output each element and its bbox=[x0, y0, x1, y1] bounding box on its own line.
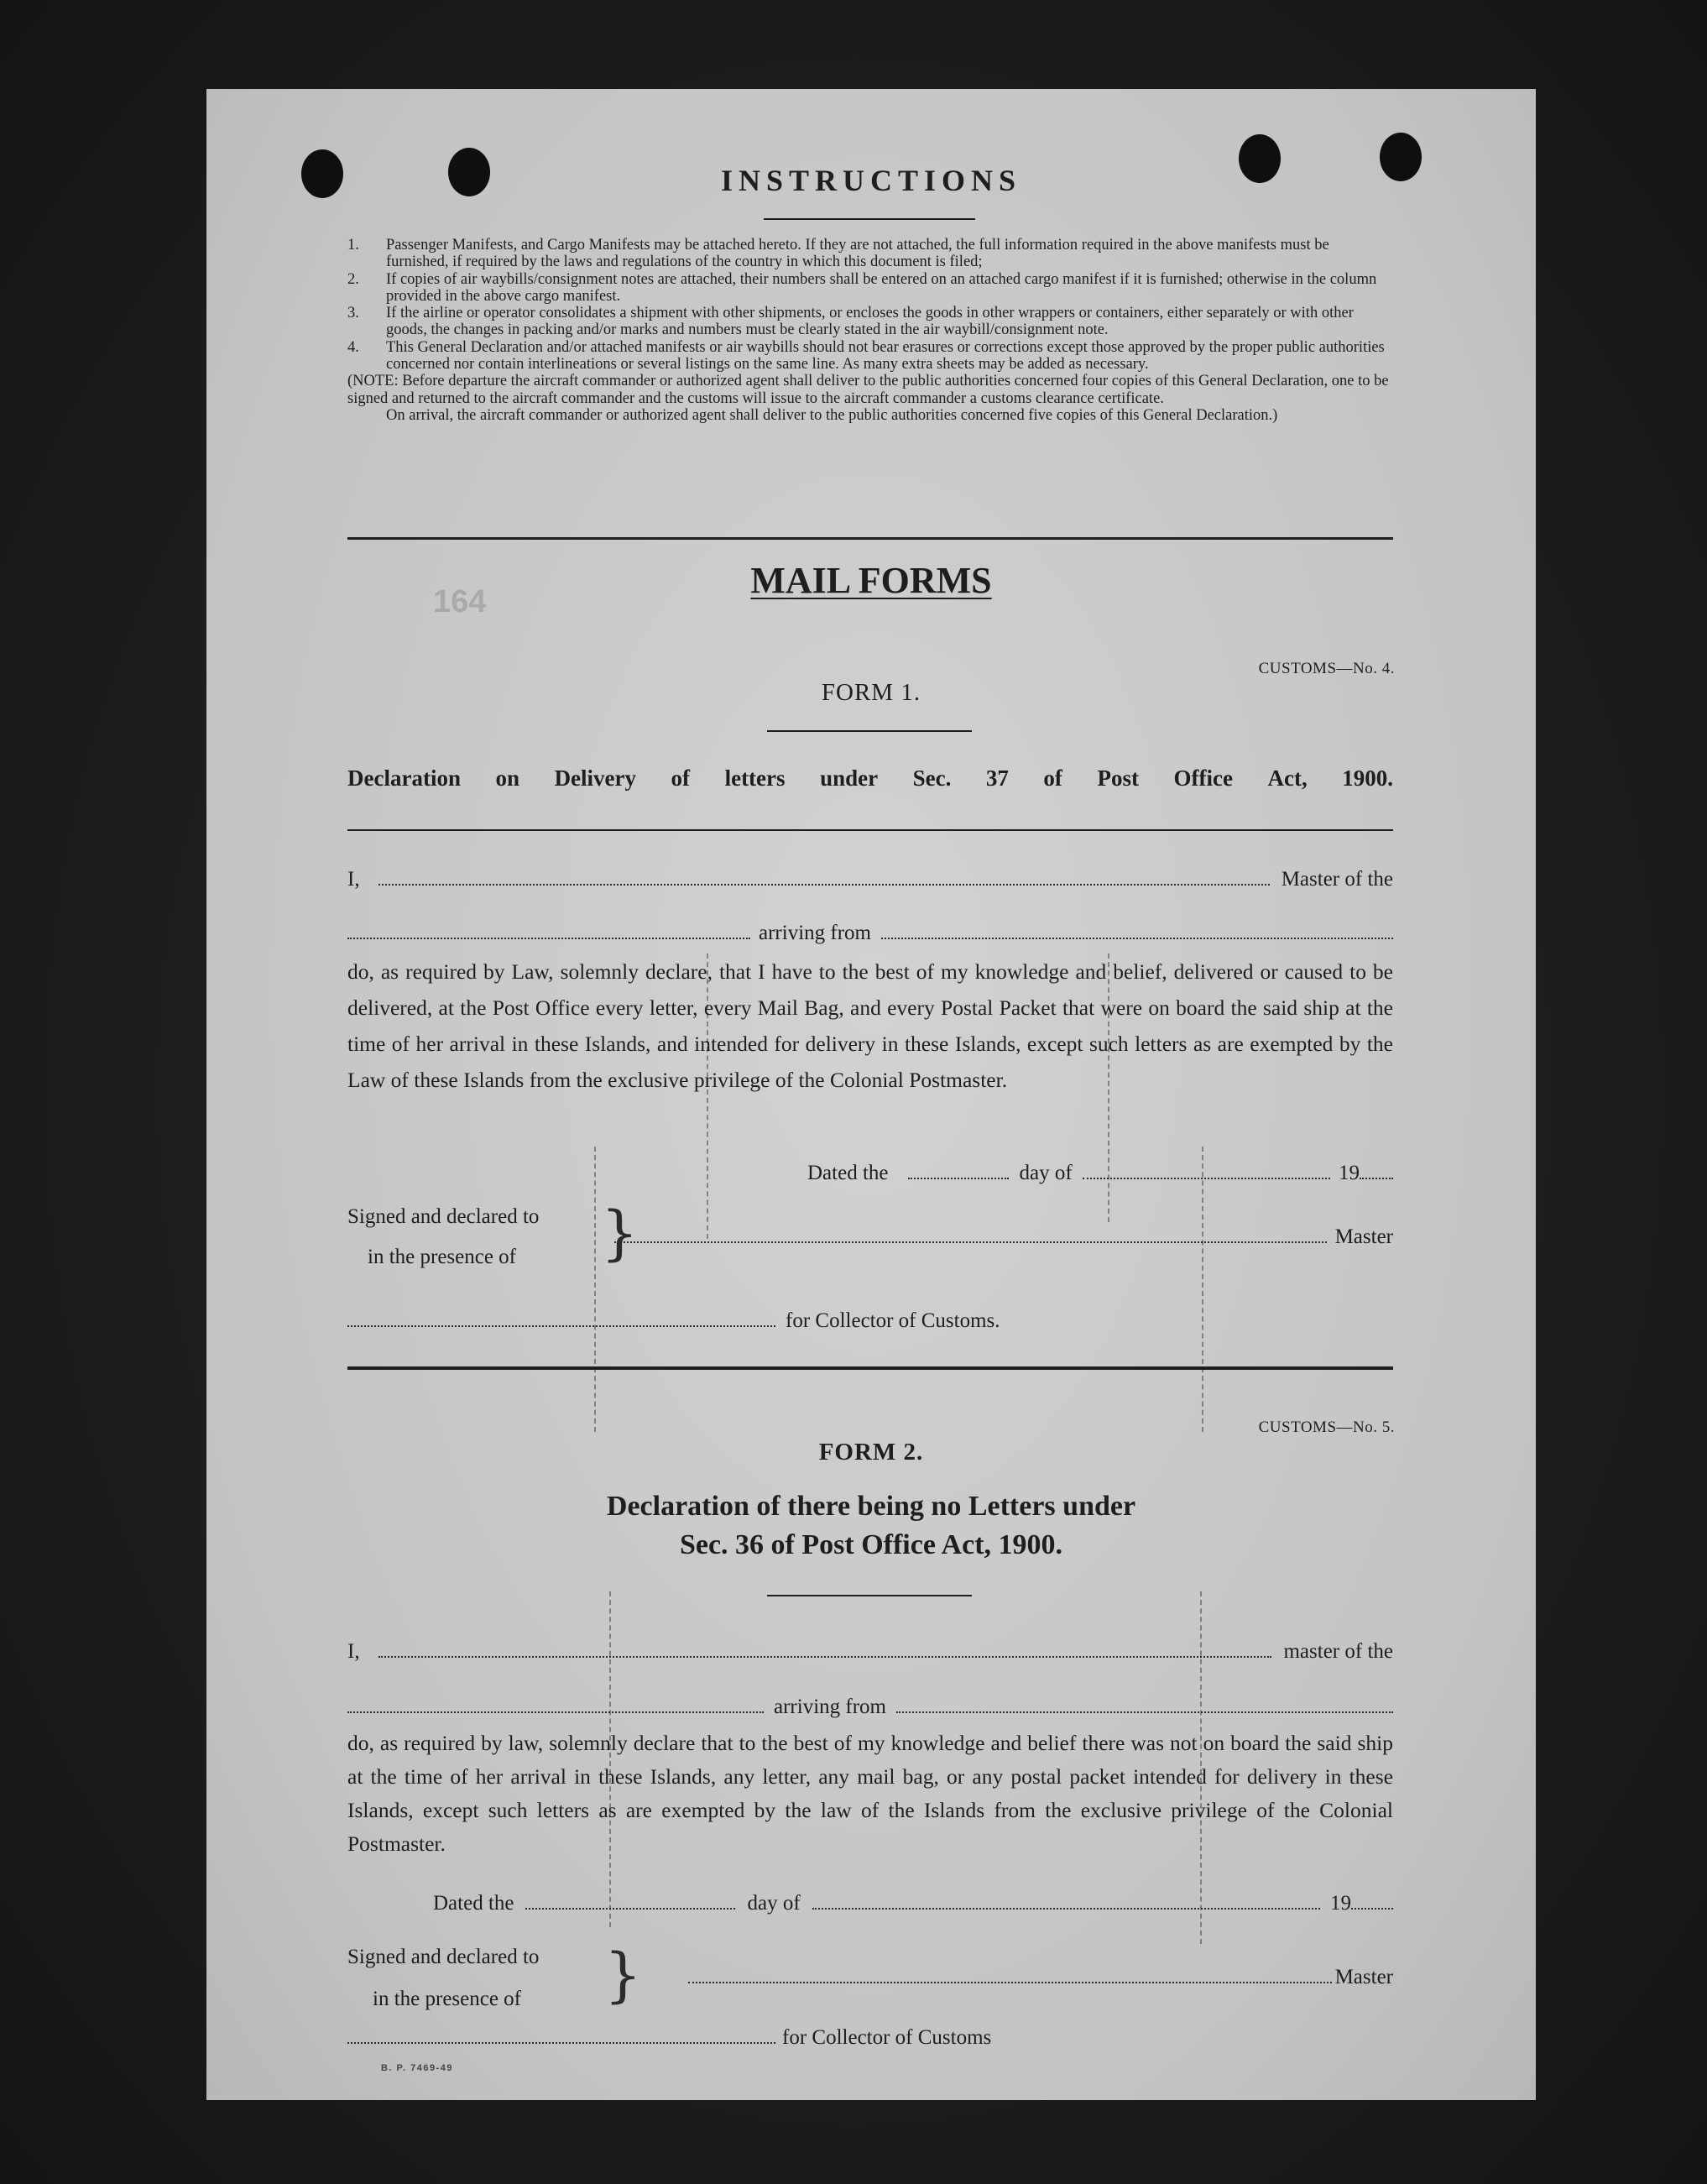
form2-master-name-field[interactable] bbox=[378, 1656, 1272, 1658]
mail-forms-title: MAIL FORMS bbox=[750, 560, 992, 601]
form2-declaration-title-line1: Declaration of there being no Letters under bbox=[606, 1491, 1136, 1522]
brace-icon: } bbox=[601, 1199, 639, 1267]
form2-collector-signature-field[interactable] bbox=[347, 2042, 775, 2044]
form2-customs-ref: CUSTOMS—No. 5. bbox=[1258, 1419, 1395, 1436]
form1-title-rule bbox=[347, 829, 1393, 831]
form2-collector-line: for Collector of Customs bbox=[347, 2026, 991, 2050]
form2-dated-line: Dated the day of 19 bbox=[433, 1892, 1393, 1915]
form2-master-line: I, master of the bbox=[347, 1640, 1393, 1663]
instruction-item: 1. Passenger Manifests, and Cargo Manifests may be attached hereto. If they are not attached, the full information required in the above manifests must be furnished, if required by the laws and regulations of the country in which this document is filed; bbox=[347, 237, 1329, 271]
form2-master-signature-line: Master bbox=[688, 1966, 1393, 1989]
instructions-heading: INSTRUCTIONS bbox=[720, 164, 1022, 197]
form1-declaration-title: Declaration on Delivery of letters under Sec. 37 of Post Office Act, 1900. bbox=[347, 765, 1393, 791]
form2-arriving-line: arriving from bbox=[347, 1695, 1393, 1719]
form2-year-field[interactable] bbox=[1351, 1908, 1393, 1910]
section-divider bbox=[347, 537, 1393, 540]
form1-signed-label: Signed and declared to bbox=[347, 1205, 540, 1228]
form1-year-field[interactable] bbox=[1360, 1178, 1393, 1179]
form1-collector-line: for Collector of Customs. bbox=[347, 1309, 1000, 1333]
instructions-list bbox=[347, 237, 1393, 424]
fold-guide bbox=[594, 1147, 596, 1432]
form1-heading-rule bbox=[767, 730, 972, 732]
form2-month-field[interactable] bbox=[812, 1908, 1320, 1910]
form1-master-name-field[interactable] bbox=[378, 884, 1270, 886]
instruction-note-arrival: On arrival, the aircraft commander or authorized agent shall deliver to the public authorities concerned five copies of this General Declaration.) bbox=[386, 406, 1278, 424]
form1-heading: FORM 1. bbox=[821, 679, 921, 706]
form2-signed-label: Signed and declared to bbox=[347, 1946, 540, 1968]
form1-master-line: I, Master of the bbox=[347, 868, 1393, 891]
instruction-item: 4. This General Declaration and/or attached manifests or air waybills should not bear erasures or corrections except those approved by the proper public authorities concerned nor contain interlineations or several listings on the same line. As many extra sheets may be added as necessary. bbox=[347, 338, 1385, 374]
show-through-number: 164 bbox=[433, 584, 487, 619]
heading-underline bbox=[764, 218, 975, 220]
form1-arriving-line: arriving from bbox=[347, 922, 1393, 945]
form1-dated-line: Dated the day of 19 bbox=[807, 1162, 1393, 1185]
form2-presence-label: in the presence of bbox=[373, 1988, 522, 2010]
form2-master-signature-field[interactable] bbox=[688, 1982, 1332, 1983]
form1-arriving-from-field[interactable] bbox=[881, 938, 1393, 939]
form1-presence-label: in the presence of bbox=[368, 1246, 517, 1268]
form1-master-signature-field[interactable] bbox=[614, 1241, 1327, 1243]
fold-guide bbox=[1202, 1147, 1203, 1432]
form2-heading-rule bbox=[767, 1595, 972, 1596]
form1-day-field[interactable] bbox=[908, 1178, 1009, 1179]
printer-code: B. P. 7469-49 bbox=[381, 2063, 453, 2073]
instruction-item: 2. If copies of air waybills/consignment notes are attached, their numbers shall be entered on an attached cargo manifest if it is furnished; otherwise in the column provided in the above cargo manifest. bbox=[347, 270, 1377, 305]
form2-heading: FORM 2. bbox=[818, 1439, 924, 1466]
form2-day-field[interactable] bbox=[525, 1908, 735, 1910]
document-page bbox=[206, 89, 1536, 2100]
form-divider bbox=[347, 1366, 1393, 1370]
form1-body: do, as required by Law, solemnly declare, that I have to the best of my knowledge and belief, delivered or caused to be delivered, at the Post Office every letter, every Mail Bag, and every Postal Packet that were on board the said ship at the time of her arrival in these Islands, and intended for delivery in these Islands, except such letters as are exempted by the Law of these Islands from the exclusive privilege of the Colonial Postmaster. bbox=[347, 959, 1393, 1092]
form1-collector-signature-field[interactable] bbox=[347, 1325, 775, 1327]
form2-body: do, as required by law, solemnly declare that to the best of my knowledge and belief there was not on board the said ship at the time of her arrival in these Islands, any letter, any mail bag, or any postal packet intended for delivery in these Islands, except such letters as are exempted by the law of the Islands from the exclusive privilege of the Colonial Postmaster. bbox=[347, 1731, 1393, 1856]
form1-ship-name-field[interactable] bbox=[347, 938, 750, 939]
form2-declaration-title-line2: Sec. 36 of Post Office Act, 1900. bbox=[679, 1529, 1063, 1560]
form1-customs-ref: CUSTOMS—No. 4. bbox=[1258, 660, 1395, 677]
form1-month-field[interactable] bbox=[1083, 1178, 1330, 1179]
instruction-item: 3. If the airline or operator consolidates a shipment with other shipments, or encloses the goods in other wrappers or containers, either separately or with other goods, the changes in packing and/or marks and numbers must be clearly stated in the air waybill/consignment note. bbox=[347, 305, 1354, 339]
form2-ship-name-field[interactable] bbox=[347, 1711, 764, 1713]
form2-arriving-from-field[interactable] bbox=[896, 1711, 1393, 1713]
form1-master-signature-line: Master bbox=[614, 1225, 1393, 1249]
brace-icon: } bbox=[604, 1941, 642, 2009]
instruction-note: (NOTE: Before departure the aircraft commander or authorized agent shall deliver to the public authorities concerned four copies of this General Declaration, one to be signed and returned to the aircraft commander and the customs will issue to the aircraft commander a customs clearance certificate. bbox=[347, 373, 1389, 407]
